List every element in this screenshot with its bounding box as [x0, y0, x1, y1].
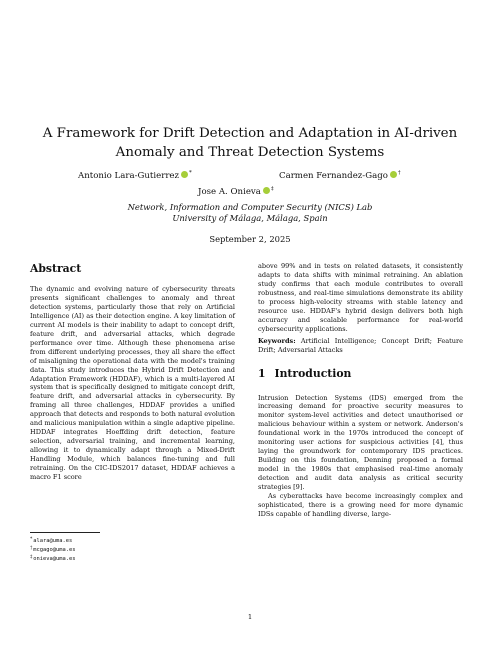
paper-title: A Framework for Drift Detection and Adaptation in AI-driven Anomaly and Threat Detection Systems [42, 126, 458, 160]
abstract-text: The dynamic and evolving nature of cybersecurity threats presents significant challenges to anomaly and threat detection systems, particularly those that rely on Artificial Intelligence (AI) as their detection engine. A key limitation of current AI models is their inability to adapt to concept drift, feature drift, and adversarial attacks, which degrade performance over time. Although these phenomena arise from different underlying processes, they all share the effect of misaligning the operational data with the model's training data. This study introduces the Hybrid Drift Detection and Adaptation Framework (HDDAF), which is a multi-layered AI system that is specifically designed to mitigate concept drift, feature drift, and adversarial attacks in cybersecurity. By framing all three challenges, HDDAF provides a unified approach that detects and responds to both natural evolution and malicious manipulation within a single adaptive pipeline. HDDAF integrates Hoeffding drift detection, feature selection, adversarial training, and incremental learning, allowing it to dynamically adapt through a Mixed-Drift Handling Module, which balances fine-tuning and full retraining. On the CIC-IDS2017 dataset, HDDAF achieves a macro F1 score [30, 285, 235, 482]
intro-paragraph-1: Intrusion Detection Systems (IDS) emerged from the increasing demand for proactive security measures to monitor system-level activities and detect unauthorised or malicious behaviour within a system or network. Anderson's foundational work in the 1970s introduced the concept of monitoring user actions for suspicious activities [4], thus laying the groundwork for contemporary IDS practices. Building on this foundation, Denning proposed a formal model in the 1980s that emphasised real-time anomaly detection and audit data analysis as critical security strategies [9]. [258, 393, 463, 492]
affiliation-university: University of Málaga, Málaga, Spain [172, 213, 328, 223]
orcid-icon[interactable] [263, 187, 270, 194]
section-number: 1 [258, 366, 266, 380]
footnote-3: ‡onieva@uma.es [30, 555, 76, 563]
introduction-heading [258, 367, 463, 380]
footnotes [30, 532, 235, 564]
intro-paragraph-2: As cyberattacks have become increasingly complex and sophisticated, there is a growing need for more dynamic IDSs capable of handling diverse, large- [258, 492, 463, 518]
author-name: Jose A. Onieva [198, 187, 261, 197]
abstract-continuation: above 99% and in tests on related datasets, it consistently adapts to data shifts with minimal retraining. An ablation study confirms that each module contributes to overall robustness, and real-time simulations demonstrate its ability to process high-velocity streams with stable latency and resource use. HDDAF's hybrid design delivers both high accuracy and scalable performance for real-world cybersecurity applications. [258, 262, 463, 333]
author-footnote-mark: * [189, 170, 192, 176]
affiliation [40, 202, 460, 224]
author-3 [198, 186, 274, 197]
author-name: Carmen Fernandez-Gago [279, 171, 388, 181]
author-footnote-mark: ‡ [270, 186, 274, 192]
footnote-email[interactable]: onieva@uma.es [33, 556, 76, 563]
footnote-rule [30, 532, 100, 533]
footnote-email[interactable]: mcgago@uma.es [33, 547, 76, 554]
keywords-text: Artificial Intelligence; Concept Drift; Feature Drift; Adversarial Attacks [258, 336, 463, 354]
author-list [40, 166, 460, 200]
footnote-1: *alara@uma.es [30, 537, 73, 544]
publication-date: September 2, 2025 [209, 234, 291, 244]
right-column [258, 262, 463, 519]
author-name: Antonio Lara-Gutierrez [78, 171, 180, 181]
footnote-2: †mcgago@uma.es [30, 546, 76, 554]
left-column [30, 262, 235, 482]
author-2 [279, 170, 401, 181]
orcid-icon[interactable] [390, 171, 397, 178]
page-number: 1 [247, 613, 253, 621]
keywords-label: Keywords: [258, 336, 296, 345]
abstract-heading: Abstract [30, 262, 82, 275]
keywords [258, 337, 463, 355]
affiliation-lab: Network, Information and Computer Security (NICS) Lab [127, 202, 373, 212]
footnote-email[interactable]: alara@uma.es [33, 538, 73, 544]
orcid-icon[interactable] [181, 171, 188, 178]
author-1 [78, 170, 192, 181]
author-footnote-mark: † [397, 170, 401, 176]
section-title: Introduction [274, 366, 352, 380]
